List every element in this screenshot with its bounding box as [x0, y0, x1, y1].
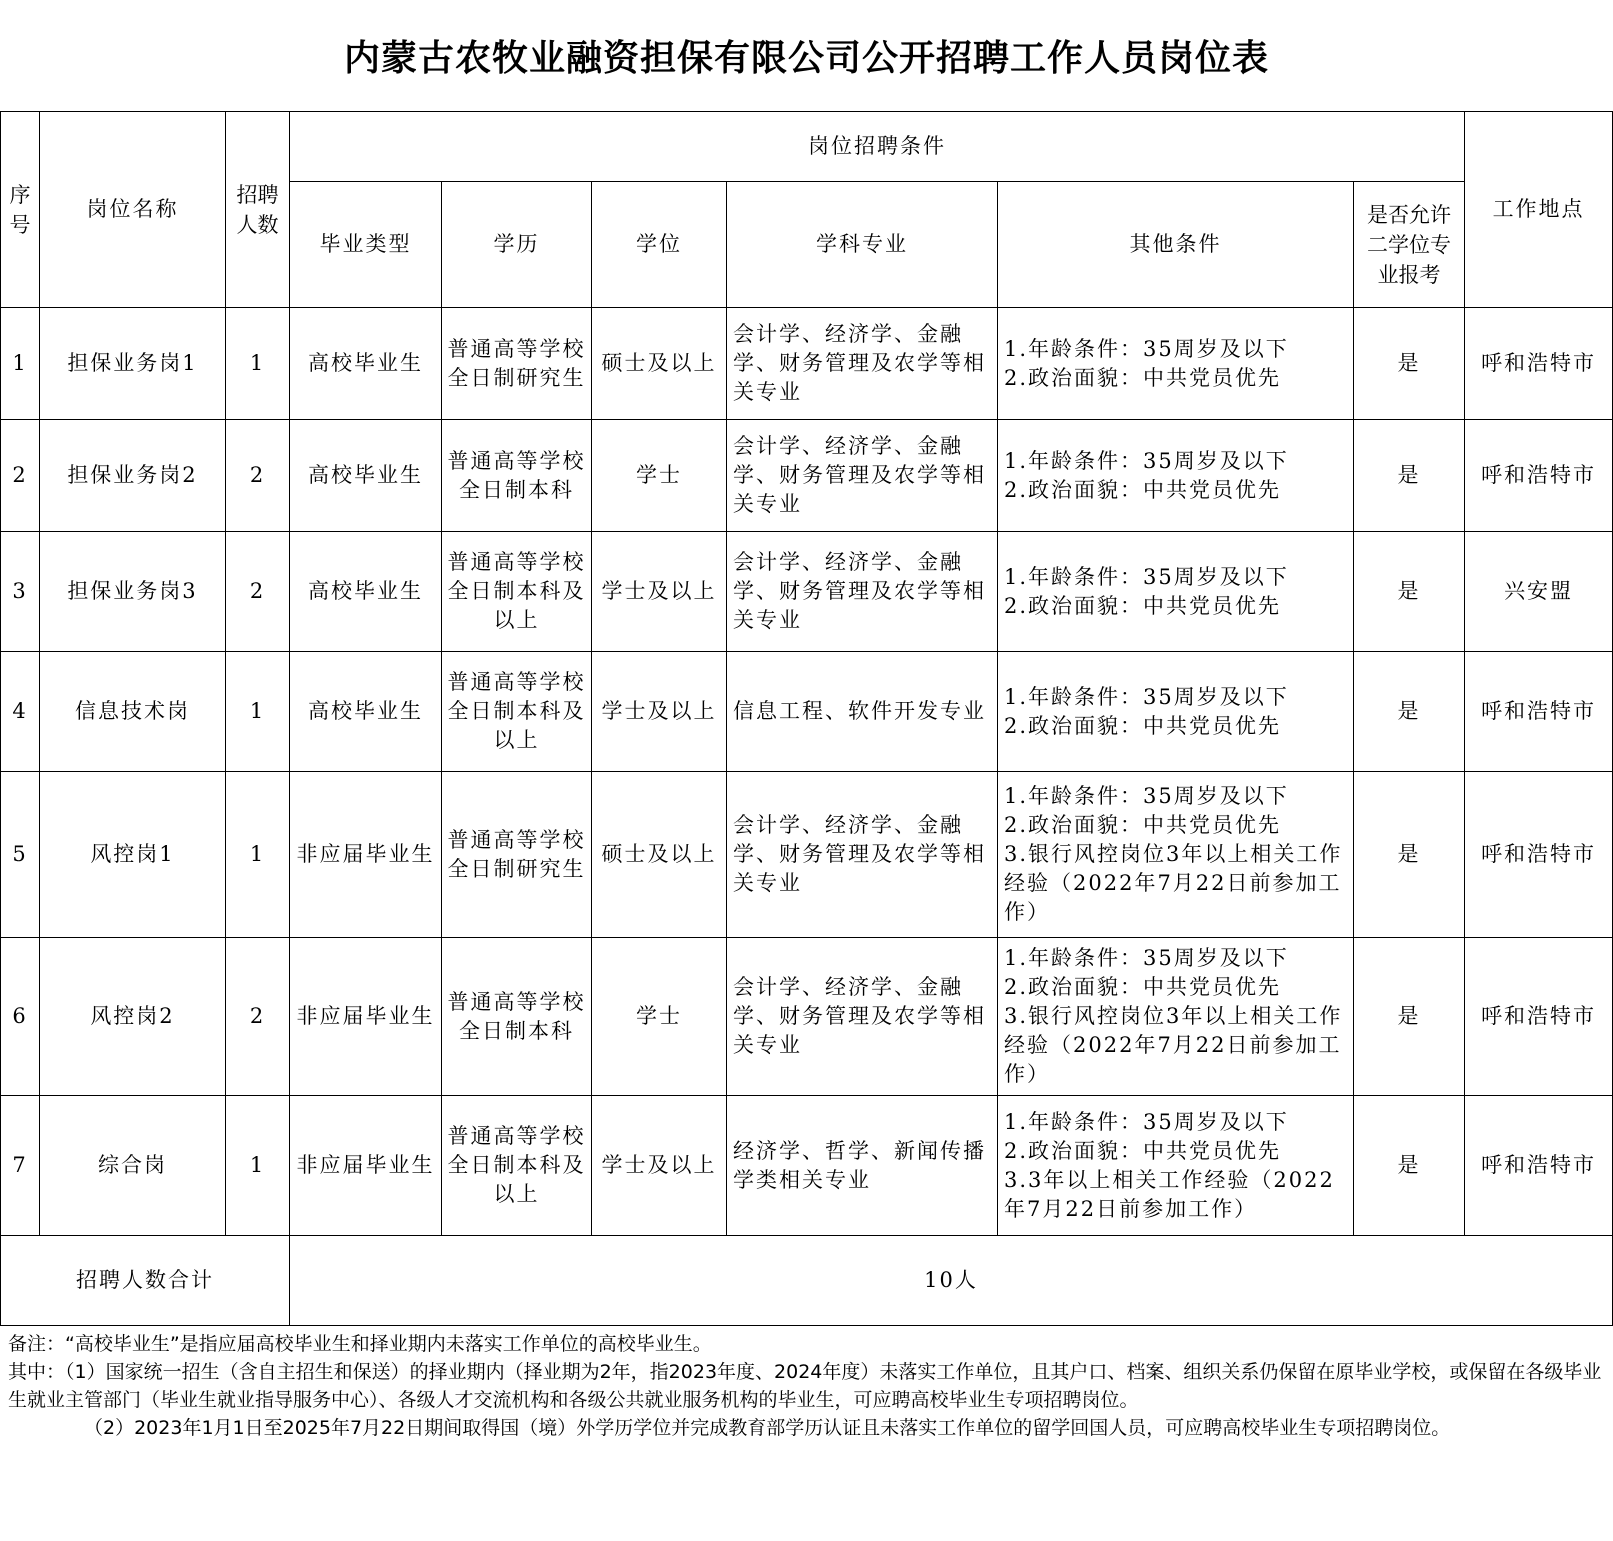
table-row: [1, 420, 1613, 532]
row-count: 2: [226, 532, 290, 652]
row-major: 会计学、经济学、金融学、财务管理及农学等相关专业: [727, 938, 998, 1096]
row-education: 普通高等学校全日制本科及以上: [442, 652, 592, 772]
other-condition-line: 2.政治面貌：中共党员优先: [1004, 975, 1282, 999]
notes-section: [8, 1330, 1604, 1442]
row-grad-type: 非应届毕业生: [290, 772, 442, 938]
row-education: 普通高等学校全日制本科: [442, 420, 592, 532]
header-location: 工作地点: [1465, 112, 1613, 308]
header-row-1: [1, 112, 1613, 182]
header-major: 学科专业: [727, 182, 998, 308]
row-major: 信息工程、软件开发专业: [727, 652, 998, 772]
row-location: 呼和浩特市: [1465, 938, 1613, 1096]
row-degree: 学士及以上: [592, 652, 727, 772]
row-count: 2: [226, 938, 290, 1096]
row-grad-type: 高校毕业生: [290, 532, 442, 652]
row-major: 会计学、经济学、金融学、财务管理及农学等相关专业: [727, 308, 998, 420]
other-condition-line: 1.年龄条件：35周岁及以下: [1004, 784, 1289, 808]
row-second-degree: 是: [1354, 308, 1465, 420]
other-condition-line: 1.年龄条件：35周岁及以下: [1004, 336, 1289, 361]
row-education: 普通高等学校全日制本科及以上: [442, 532, 592, 652]
table-row: [1, 652, 1613, 772]
row-position: 风控岗2: [40, 938, 226, 1096]
row-position: 综合岗: [40, 1096, 226, 1236]
header-conditions: 岗位招聘条件: [290, 112, 1465, 182]
row-other: [998, 532, 1354, 652]
row-seq: 4: [1, 652, 40, 772]
recruitment-table: [0, 111, 1613, 1326]
row-grad-type: 非应届毕业生: [290, 1096, 442, 1236]
other-condition-line: 3.银行风控岗位3年以上相关工作经验（2022年7月22日前参加工作）: [1004, 842, 1343, 924]
row-second-degree: 是: [1354, 652, 1465, 772]
row-education: 普通高等学校全日制研究生: [442, 308, 592, 420]
other-condition-line: 2.政治面貌：中共党员优先: [1004, 593, 1282, 618]
row-education: 普通高等学校全日制本科: [442, 938, 592, 1096]
row-grad-type: 高校毕业生: [290, 420, 442, 532]
row-second-degree: 是: [1354, 938, 1465, 1096]
row-major: 会计学、经济学、金融学、财务管理及农学等相关专业: [727, 420, 998, 532]
row-seq: 2: [1, 420, 40, 532]
row-count: 1: [226, 772, 290, 938]
row-degree: 学士: [592, 420, 727, 532]
note-line-3: （2）2023年1月1日至2025年7月22日期间取得国（境）外学历学位并完成教育部学历认证且未落实工作单位的留学回国人员，可应聘高校毕业生专项招聘岗位。: [84, 1417, 1451, 1439]
other-condition-line: 3.银行风控岗位3年以上相关工作经验（2022年7月22日前参加工作）: [1004, 1004, 1343, 1086]
other-condition-line: 1.年龄条件：35周岁及以下: [1004, 564, 1289, 589]
row-seq: 6: [1, 938, 40, 1096]
row-major: 经济学、哲学、新闻传播学类相关专业: [727, 1096, 998, 1236]
row-location: 兴安盟: [1465, 532, 1613, 652]
other-condition-line: 2.政治面貌：中共党员优先: [1004, 813, 1282, 837]
row-count: 2: [226, 420, 290, 532]
row-second-degree: 是: [1354, 772, 1465, 938]
header-position: 岗位名称: [40, 112, 226, 308]
total-row: [1, 1236, 1613, 1326]
row-degree: 学士及以上: [592, 532, 727, 652]
row-grad-type: 非应届毕业生: [290, 938, 442, 1096]
row-location: 呼和浩特市: [1465, 1096, 1613, 1236]
header-other: 其他条件: [998, 182, 1354, 308]
data-rows: [1, 308, 1613, 1236]
row-degree: 学士及以上: [592, 1096, 727, 1236]
row-degree: 硕士及以上: [592, 308, 727, 420]
other-condition-line: 1.年龄条件：35周岁及以下: [1004, 684, 1289, 709]
header-second-degree: 是否允许二学位专业报考: [1354, 182, 1465, 308]
row-seq: 1: [1, 308, 40, 420]
row-second-degree: 是: [1354, 1096, 1465, 1236]
header-degree: 学位: [592, 182, 727, 308]
row-other: [998, 772, 1354, 938]
row-education: 普通高等学校全日制研究生: [442, 772, 592, 938]
other-condition-line: 2.政治面貌：中共党员优先: [1004, 365, 1282, 390]
row-location: 呼和浩特市: [1465, 772, 1613, 938]
row-education: 普通高等学校全日制本科及以上: [442, 1096, 592, 1236]
total-label: 招聘人数合计: [1, 1236, 290, 1326]
row-count: 1: [226, 1096, 290, 1236]
table-row: [1, 308, 1613, 420]
other-condition-line: 2.政治面貌：中共党员优先: [1004, 713, 1282, 738]
row-position: 风控岗1: [40, 772, 226, 938]
note-line-2: 其中：（1）国家统一招生（含自主招生和保送）的择业期内（择业期为2年，指2023年度、2024年度）未落实工作单位，且其户口、档案、组织关系仍保留在原毕业学校，或保留在各级毕业生就业主管部门（毕业生就业指导服务中心）、各级人才交流机构和各级公共就业服务机构的毕业生，可应聘高校毕业生专项招聘岗位。: [8, 1361, 1602, 1411]
total-value: 10人: [290, 1236, 1613, 1326]
note-line-1: 备注：“高校毕业生”是指应届高校毕业生和择业期内未落实工作单位的高校毕业生。: [8, 1333, 712, 1355]
row-degree: 学士: [592, 938, 727, 1096]
header-education: 学历: [442, 182, 592, 308]
row-location: 呼和浩特市: [1465, 652, 1613, 772]
row-major: 会计学、经济学、金融学、财务管理及农学等相关专业: [727, 532, 998, 652]
row-other: [998, 308, 1354, 420]
header-grad-type: 毕业类型: [290, 182, 442, 308]
row-seq: 3: [1, 532, 40, 652]
table-row: [1, 938, 1613, 1096]
row-position: 担保业务岗2: [40, 420, 226, 532]
row-other: [998, 938, 1354, 1096]
other-condition-line: 1.年龄条件：35周岁及以下: [1004, 946, 1289, 970]
row-seq: 7: [1, 1096, 40, 1236]
row-seq: 5: [1, 772, 40, 938]
row-grad-type: 高校毕业生: [290, 308, 442, 420]
document-title: 内蒙古农牧业融资担保有限公司公开招聘工作人员岗位表: [343, 38, 1269, 79]
row-grad-type: 高校毕业生: [290, 652, 442, 772]
row-location: 呼和浩特市: [1465, 420, 1613, 532]
other-condition-line: 1.年龄条件：35周岁及以下: [1004, 448, 1289, 473]
row-count: 1: [226, 652, 290, 772]
row-other: [998, 420, 1354, 532]
row-other: [998, 1096, 1354, 1236]
header-seq: 序号: [1, 112, 40, 308]
other-condition-line: 2.政治面貌：中共党员优先: [1004, 477, 1282, 502]
table-row: [1, 1096, 1613, 1236]
row-position: 信息技术岗: [40, 652, 226, 772]
table-row: [1, 532, 1613, 652]
other-condition-line: 1.年龄条件：35周岁及以下: [1004, 1109, 1289, 1134]
row-location: 呼和浩特市: [1465, 308, 1613, 420]
row-count: 1: [226, 308, 290, 420]
row-major: 会计学、经济学、金融学、财务管理及农学等相关专业: [727, 772, 998, 938]
other-condition-line: 3.3年以上相关工作经验（2022年7月22日前参加工作）: [1004, 1167, 1335, 1221]
row-position: 担保业务岗3: [40, 532, 226, 652]
row-second-degree: 是: [1354, 420, 1465, 532]
row-position: 担保业务岗1: [40, 308, 226, 420]
row-other: [998, 652, 1354, 772]
header-count: 招聘人数: [226, 112, 290, 308]
row-degree: 硕士及以上: [592, 772, 727, 938]
row-second-degree: 是: [1354, 532, 1465, 652]
other-condition-line: 2.政治面貌：中共党员优先: [1004, 1138, 1282, 1163]
table-row: [1, 772, 1613, 938]
